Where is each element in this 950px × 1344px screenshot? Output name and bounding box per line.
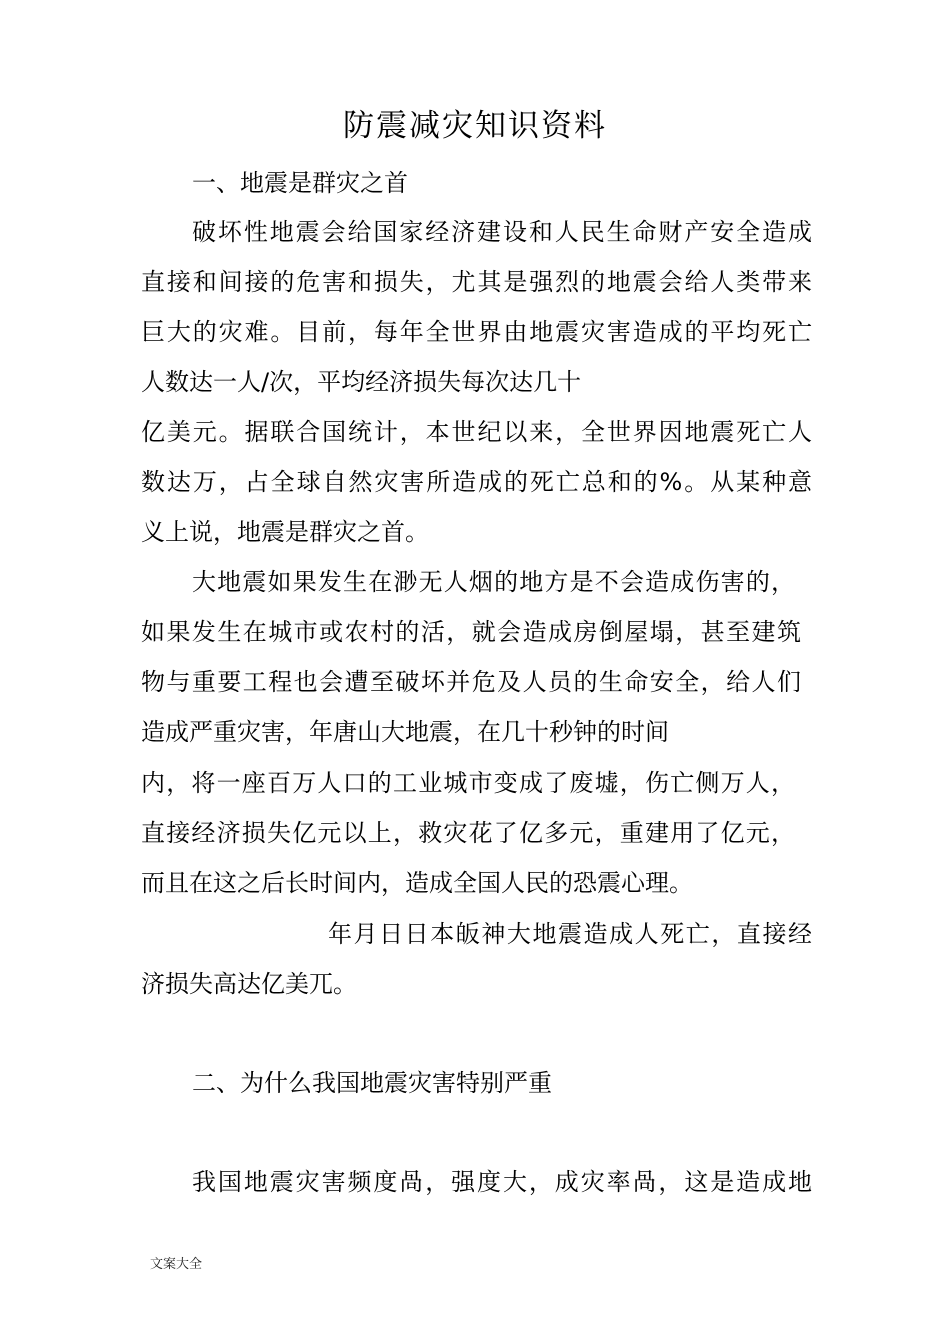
paragraph-line: 人数达一人/次，平均经济损失每次达几十	[141, 368, 582, 396]
paragraph-line: 破坏性地震会给国家经济建设和人民生命财产安全造成	[192, 218, 812, 246]
document-title: 防震减灾知识资料	[343, 108, 607, 144]
paragraph-line: 造成严重灾害，年唐山大地震，在几十秒钟的时间	[141, 718, 669, 746]
paragraph-line: 直接经济损失亿元以上，救灾花了亿多元，重建用了亿元，	[141, 819, 795, 847]
paragraph-line: 物与重要工程也会遭至破坏并危及人员的生命安全，给人们	[141, 668, 801, 696]
paragraph-line: 亿美元。据联合国统计，本世纪以来，全世界因地震死亡人	[141, 418, 812, 446]
paragraph-line: 我国地震灾害频度咼，强度大，成灾率咼，这是造成地	[192, 1168, 812, 1196]
footer-text: 文案大全	[150, 1257, 203, 1272]
paragraph-line: 内，将一座百万人口的工业城市变成了废墟，伤亡侧万人，	[141, 769, 795, 797]
paragraph-line: 年月日日本皈神大地震造成人死亡，直接经	[328, 920, 812, 948]
section-heading-2: 二、为什么我国地震灾害特别严重	[192, 1069, 552, 1097]
paragraph-line: 巨大的灾难。目前，每年全世界由地震灾害造成的平均死亡	[141, 318, 812, 346]
paragraph-line: 济损失高达亿美兀。	[141, 970, 357, 998]
paragraph-line: 义上说，地震是群灾之首。	[141, 518, 429, 546]
paragraph-line: 而且在这之后长时间内，造成全国人民的恐震心理。	[141, 869, 693, 897]
paragraph-line: 数达万，占全球自然灾害所造成的死亡总和的%。从某种意	[141, 468, 812, 496]
paragraph-line: 如果发生在城市或农村的活，就会造成房倒屋塌，甚至建筑	[141, 618, 801, 646]
paragraph-line: 直接和间接的危害和损失，尤其是强烈的地震会给人类带来	[141, 268, 812, 296]
paragraph-line: 大地震如果发生在渺无人烟的地方是不会造成伤害的，	[192, 568, 795, 596]
section-heading-1: 一、地震是群灾之首	[192, 169, 408, 197]
